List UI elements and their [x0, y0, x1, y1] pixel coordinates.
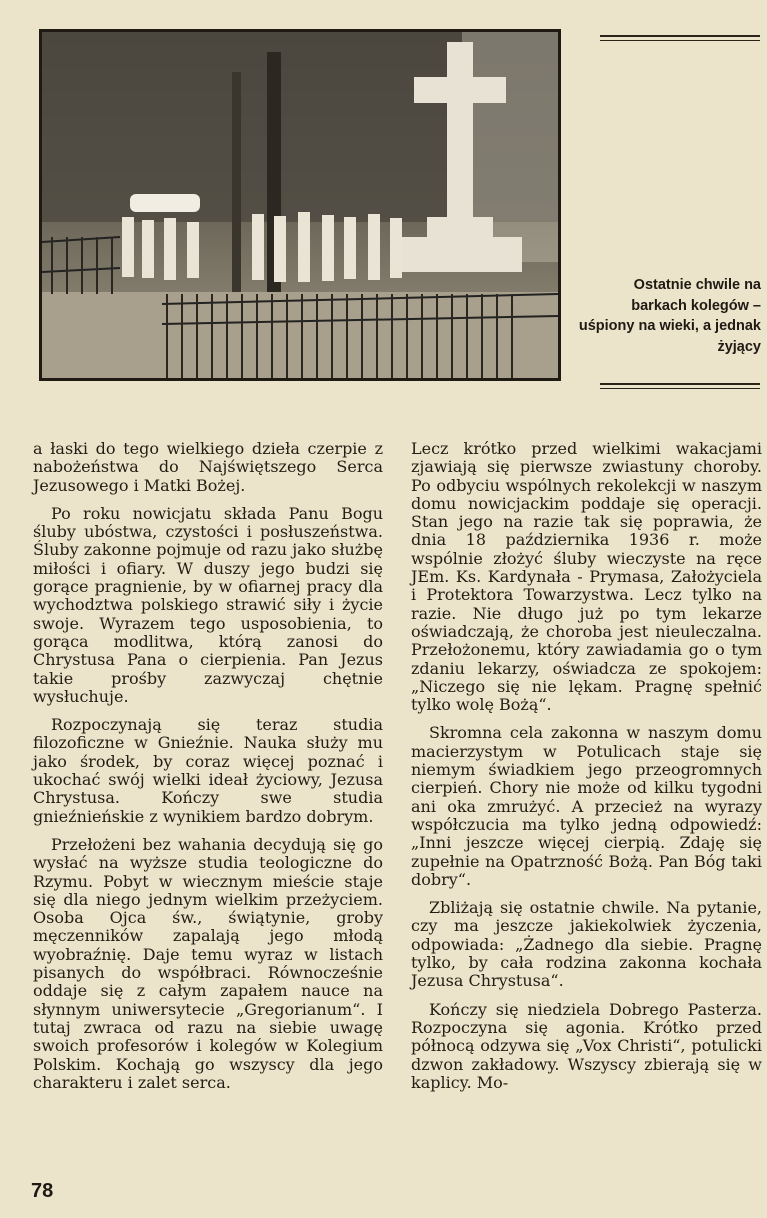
paragraph: Po roku nowicjatu składa Panu Bogu śluby ubóstwa, czystości i posłuszeństwa. Śluby zakonne pojmuje od razu jako służbę miłości i ofiary. W duszy jego budzi się gorące pragnienie, by w ofiarnej pracy dla wychodztwa polskiego strawić siły i życie swoje. Wyrazem tego usposobienia, to gorąca modlitwa, którą zanosi do Chrystusa Pana o cierpienia. Pan Jezus takie prośby zazwyczaj chętnie wysłuchuje.: [33, 503, 383, 706]
paragraph: Skromna cela zakonna w naszym domu macierzystym w Potulicach staje się niemym świadkiem jego przeogromnych cierpień. Chory nie może od kilku tygodni ani oka zmrużyć. A przecież na wyrazy współczucia ma tylko jedną odpowiedź: „Inni jeszcze więcej cierpią. Zdaję się zupełnie na Opatrzność Bożą. Pan Bóg taki dobry“.: [411, 723, 762, 889]
decorative-rule-top: [600, 35, 760, 37]
paragraph: Rozpoczynają się teraz studia filozoficzne w Gnieźnie. Nauka służy mu jako środek, by coraz więcej poznać i ukochać swój wielki ideał życiowy, Jezusa Chrystusa. Kończy swe studia gnieźnieńskie z wynikiem bardzo dobrym.: [33, 715, 383, 826]
funeral-procession-photo: [39, 29, 561, 381]
decorative-rule-bottom: [600, 383, 760, 385]
photo-illustration: [42, 32, 558, 378]
paragraph: Przełożeni bez wahania decydują się go wysłać na wyższe studia teologiczne do Rzymu. Pobyt w wiecznym mieście staje się dla niego jednym wielkim przeżyciem. Osoba Ojca św., świątynie, groby męczenników zapalają jego młodą wyobraźnię. Daje temu wyraz w listach pisanych do współbraci. Równocześnie oddaje się z całym zapałem nauce na słynnym uniwersytecie „Gregorianum“. I tutaj zwraca od razu na siebie uwagę swoich profesorów i kolegów w Kolegium Polskim. Kochają go wszyscy dla jego charakteru i zalet serca.: [33, 834, 383, 1092]
text-column-left: [33, 440, 383, 1102]
paragraph: Zbliżają się ostatnie chwile. Na pytanie, czy ma jeszcze jakiekolwiek życzenia, odpowiada: „Żadnego dla siebie. Pragnę tylko, by cała rodzina zakonna kochała Jezusa Chrystusa“.: [411, 898, 762, 991]
paragraph: Kończy się niedziela Dobrego Pasterza. Rozpoczyna się agonia. Krótko przed północą odzywa się „Vox Christi“, potulicki dzwon zakładowy. Wszyscy zbierają się w kaplicy. Mo-: [411, 999, 762, 1092]
paragraph: Lecz krótko przed wielkimi wakacjami zjawiają się pierwsze zwiastuny choroby. Po odbyciu wspólnych rekolekcji w naszym domu nowicjackim poddaje się operacji. Stan jego na razie tak się poprawia, że dnia 18 października 1936 r. może wspólnie złożyć śluby wieczyste na ręce JEm. Ks. Kardynała - Prymasa, Założyciela i Protektora Towarzystwa. Lecz tylko na razie. Nie długo już po tym lekarze oświadczają, że choroba jest nieuleczalna. Przełożonemu, który zawiadamia go o tym zdaniu lekarzy, oświadcza ze spokojem: „Niczego się nie lękam. Pragnę spełnić tylko wolę Bożą“.: [411, 439, 762, 715]
paragraph: a łaski do tego wielkiego dzieła czerpie z nabożeństwa do Najświętszego Serca Jezusowego i Matki Bożej.: [33, 439, 383, 495]
page-number: 78: [31, 1180, 54, 1202]
photo-caption: Ostatnie chwile na barkach kolegów – uśpiony na wieki, a jednak żyjący: [578, 277, 761, 355]
text-column-right: [411, 440, 762, 1102]
